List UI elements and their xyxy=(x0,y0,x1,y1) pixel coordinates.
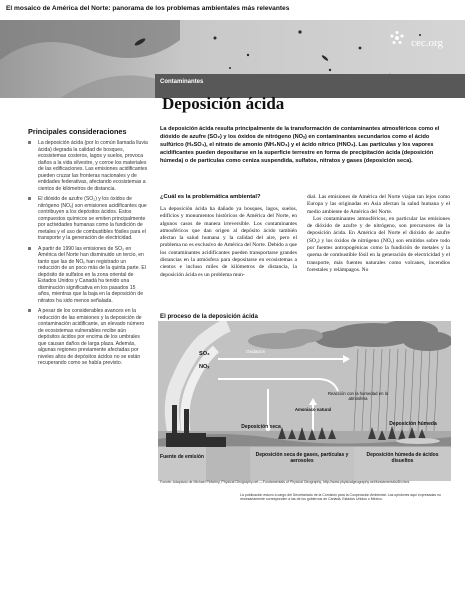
emission-source-label: Fuente de emisión xyxy=(160,454,204,460)
key-point: A pesar de los considerables avances en la reducción de las emisiones y la deposición de contaminación acidificante, un elevado número de ecosistemas vulnerables recibe aún depósitos ácidos por encima de los umbrales que causan daños de larga plaza. Además, algunas regiones previamente afectadas por niveles altos de depósitos ácidos no se están recuperando como se había previsto. xyxy=(26,308,148,367)
cec-logo-icon xyxy=(389,30,405,46)
bullet-icon xyxy=(28,247,31,250)
wet-acids-label: Deposición húmeda de ácidos disueltos xyxy=(366,452,439,464)
cec-logo-text[interactable]: cec.org xyxy=(411,37,443,49)
section-label: Contaminantes xyxy=(160,79,204,85)
bullet-icon xyxy=(28,197,31,200)
dry-deposition-label: Deposición seca xyxy=(241,424,281,430)
ammonia-label: Amoniaco natural xyxy=(294,407,332,412)
footer-note: La publicación estuvo a cargo del Secretariado de la Comisión para la Cooperación Ambiental. Las opiniones aquí expresadas no necesariamente corresponden a las de los gobiernos de Canadá, Estados Unidos o México. xyxy=(240,493,441,502)
wet-deposition-label: Deposición húmeda xyxy=(389,421,437,427)
figure-source: Fuente: Adaptado de Michael Pidwirny, Physical Geography.net —Fundamentals of Physical Geography, http://www.physicalgeography.net/fundamentals/8h.html. xyxy=(160,480,411,484)
nox-label: NOₓ xyxy=(199,364,210,370)
body-paragraph: dial. Las emisiones de América del Norte viajan tan lejos como Europa y las originadas en Asia afectan la salud humana y el medio ambiente de América del Norte. xyxy=(307,194,450,215)
key-point: A partir de 1990 las emisiones de SO₂ en América del Norte han disminuido un tercio, en tanto que las de NOₓ han registrado un reducción de un poco más de la quinta parte. El depósito de sulfatos en la zona oriental de Estados Unidos y Canadá ha tenido una disminución significativa en los pasados 15 años, mientras que la baja en la deposición de nitratos ha sido menos señalada. xyxy=(26,246,148,305)
key-point: La deposición ácida (por lo común llamada lluvia ácida) degrada la calidad de bosques, ecosistemas costeros, lagos y suelos, provoca daños a la vida silvestre, y corroe los materiales de las edificaciones. Las emisiones acidificantes pueden cruzar las fronteras nacionales y de entidades federativas, afectando ecosistemas a cientos de kilómetros de distancia. xyxy=(26,140,148,192)
page-title: Deposición ácida xyxy=(162,94,285,113)
key-point: El dióxido de azufre (SO₂) y los óxidos de nitrógeno (NOₓ) son emisiones acidificantes que contribuyen a los depósitos ácidos. Estos compuestos químicos se emiten principalmente por actividades humanas como la fundición de metales y el uso de combustibles fósiles para el transporte y la generación de electricidad. xyxy=(26,196,148,242)
body-column-2 xyxy=(307,194,450,274)
so2-label: SO₂ xyxy=(199,351,210,357)
dry-gases-label: Deposición seca de gases, partículas y aerosoles xyxy=(255,452,349,464)
reaction-label: Reacción con la humedad en la atmósfera xyxy=(327,391,389,401)
section-question: ¿Cuál es la problemática ambiental? xyxy=(160,194,261,200)
oxidation-label: Oxidación xyxy=(246,349,266,354)
key-points-list xyxy=(26,140,148,371)
bullet-icon xyxy=(28,141,31,144)
acid-deposition-diagram xyxy=(158,321,451,481)
body-column-1: La deposición ácida ha dañado ya bosques, lagos, suelos, edificios y monumentos históricos de América del Norte, en algunos casos de manera irreversible. Los contaminantes atmosféricos que dan origen al depósito ácido también afectan la salud humana y la calidad del aire, pero el problema no es exclusivo de América del Norte. Debido a que los contaminantes acidificantes pueden transportarse grandes distancias en la atmósfera para depositarse en ecosistemas a cientos e incluso miles de kilómetros de distancia, la deposición ácida es un problema mun- xyxy=(160,206,297,278)
lead-paragraph: La deposición ácida resulta principalmente de la transformación de contaminantes atmosféricos como el dióxido de azufre (SO₂) y los óxidos de nitrógeno (NOₓ) en contaminantes secundarios como el ácido sulfúrico (H₂SO₄), el nitrato de amonio (NH₄NO₃) y el ácido nítrico (HNO₃). Las partículas y los vapores acidificantes pueden depositarse en la superficie terrestre en forma de precipitación ácida (deposición húmeda) o de partículas como ceniza suspendida, sulfatos, nitratos y gases (deposición seca). xyxy=(160,126,440,164)
sidebar-heading: Principales consideraciones xyxy=(28,127,127,136)
bullet-icon xyxy=(28,309,31,312)
series-title: El mosaico de América del Norte: panorama de los problemas ambientales más relevantes xyxy=(6,5,290,12)
lake xyxy=(396,438,440,444)
body-paragraph: Los contaminantes atmosféricos, en particular las emisiones de dióxido de azufre y de nitrógeno, son precursores de la deposición ácida. En América del Norte el dióxido de azufre (SO₂) y los óxidos de nitrógeno (NOₓ) son emitidos sobre todo por fuentes antropogénicas como la fundición de metales y la quema de combustible fósil en la generación de electricidad y el transporte, más fuentes naturales como volcanes, incendios forestales y relámpagos. No xyxy=(307,215,450,273)
figure-title: El proceso de la deposición ácida xyxy=(160,313,258,320)
